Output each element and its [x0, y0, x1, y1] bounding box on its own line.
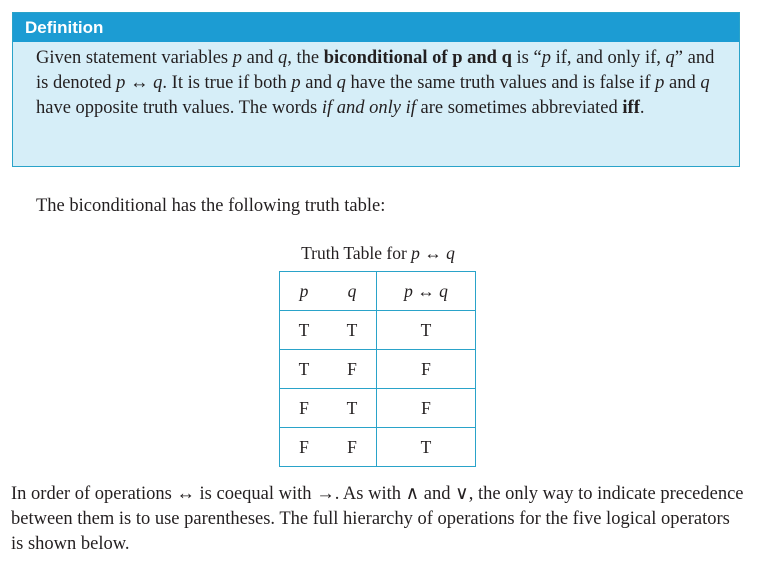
table-header-row — [280, 272, 476, 311]
def-text-6: ” and is denoted — [36, 48, 715, 93]
truth-table — [279, 271, 476, 467]
def-text-3: , the — [287, 48, 324, 68]
def-italic-phrase: if and only if — [321, 98, 416, 118]
cell-q: F — [328, 428, 377, 467]
def-var-p: p — [655, 73, 665, 93]
and-symbol: ∧ — [405, 484, 420, 504]
def-text-9: have the same truth values and is false if — [345, 73, 656, 93]
definition-text — [36, 46, 727, 121]
or-symbol: ∨ — [455, 484, 469, 504]
def-var-q: q — [336, 73, 346, 93]
cell-p: F — [280, 428, 329, 467]
cell-result: F — [377, 350, 476, 389]
cell-result: T — [377, 311, 476, 350]
def-notation: p ↔ q — [116, 73, 163, 93]
header-biconditional: p ↔ q — [377, 272, 476, 311]
cell-p: F — [280, 389, 329, 428]
cell-result: F — [377, 389, 476, 428]
table-row — [280, 350, 476, 389]
def-var-q: q — [277, 48, 288, 68]
cell-q: T — [328, 389, 377, 428]
def-text-1: Given statement variables — [36, 48, 233, 68]
def-text-11: have opposite truth values. The words — [36, 98, 322, 118]
caption-text: Truth Table for — [301, 243, 412, 263]
def-text-13: . — [639, 98, 645, 118]
header-p: p — [280, 272, 329, 311]
def-var-q: q — [700, 73, 710, 93]
closing-text-3: . As with — [334, 484, 406, 504]
closing-text-5: , the only way to indicate precedence between them is to use parentheses. The full hierarchy of operations for the five logical operators is shown below. — [11, 484, 744, 554]
table-caption — [280, 243, 476, 264]
intro-text: The biconditional has the following truth table: — [36, 196, 386, 216]
def-text-12: are sometimes abbreviated — [415, 98, 623, 118]
def-var-p: p — [232, 48, 243, 68]
def-text-7: . It is true if both — [162, 73, 292, 93]
definition-body — [13, 42, 739, 121]
def-var-p: p — [291, 73, 301, 93]
def-text-4: is “ — [511, 48, 542, 68]
definition-heading: Definition — [13, 13, 739, 42]
table-row — [280, 311, 476, 350]
caption-formula: p ↔ q — [411, 243, 455, 263]
def-text-10: and — [664, 73, 701, 93]
cell-result: T — [377, 428, 476, 467]
closing-paragraph — [11, 482, 746, 557]
def-bold-term: biconditional of p and q — [323, 48, 512, 68]
closing-text-4: and — [419, 484, 456, 504]
header-q: q — [328, 272, 377, 311]
closing-text-1: In order of operations — [11, 484, 177, 504]
cell-p: T — [280, 350, 329, 389]
cell-q: T — [328, 311, 377, 350]
def-abbrev: iff — [622, 98, 640, 118]
definition-box — [12, 12, 740, 167]
def-text-8: and — [300, 73, 337, 93]
biconditional-symbol: ↔ — [176, 484, 195, 504]
table-row — [280, 389, 476, 428]
def-text-5: if, and only if, — [550, 48, 666, 68]
table-row — [280, 428, 476, 467]
cell-q: F — [328, 350, 377, 389]
def-var-p: p — [541, 48, 551, 68]
def-var-q: q — [665, 48, 675, 68]
conditional-symbol: → — [316, 484, 335, 504]
closing-text-2: is coequal with — [194, 484, 317, 504]
def-text-2: and — [242, 48, 278, 68]
cell-p: T — [280, 311, 329, 350]
